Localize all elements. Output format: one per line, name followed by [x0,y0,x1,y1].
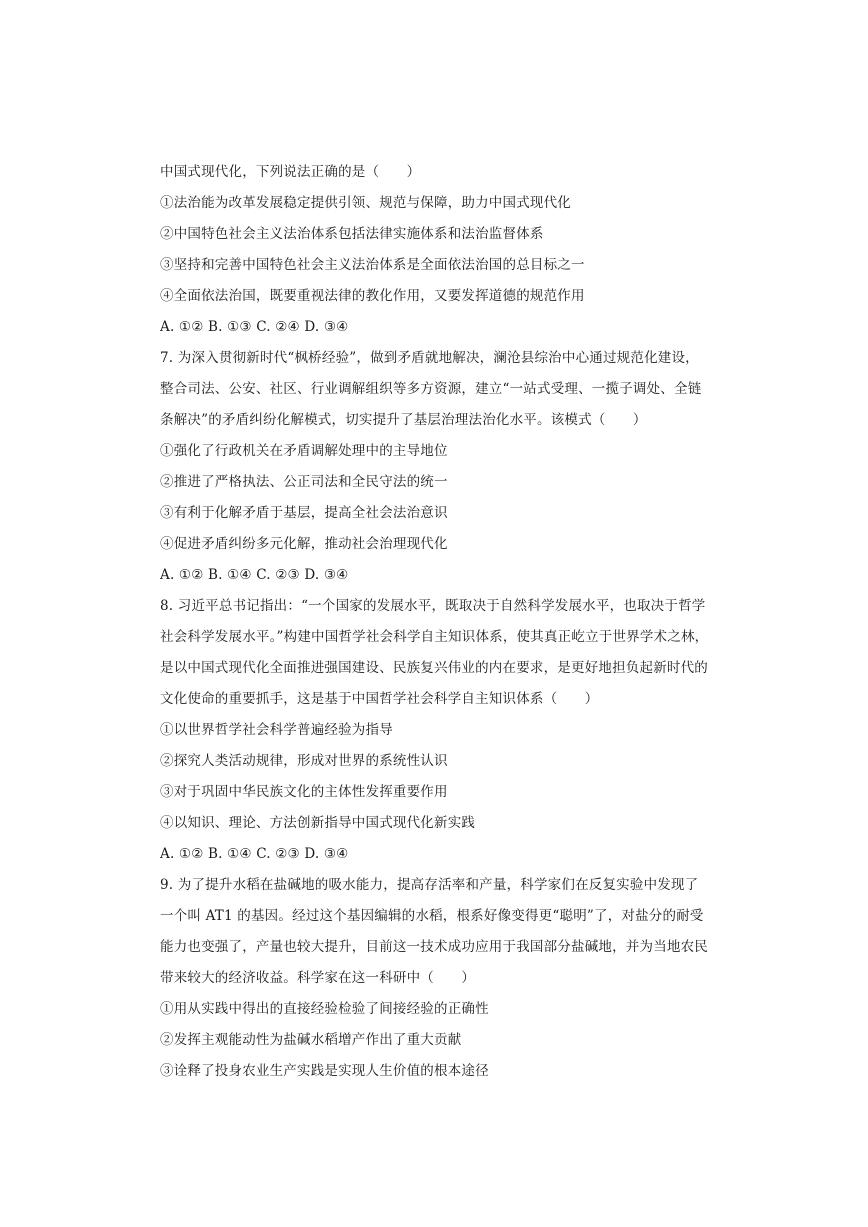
q6-option-2: ②中国特色社会主义法治体系包括法律实施体系和法治监督体系 [160,226,544,242]
q8-option-1: ①以世界哲学社会科学普遍经验为指导 [160,722,393,738]
q7-option-1: ①强化了行政机关在矛盾调解处理中的主导地位 [160,443,448,459]
q8-answers: A. ①② B. ①④ C. ②③ D. ③④ [160,846,349,862]
q7-stem-line: 7. 为深入贯彻新时代“枫桥经验”，做到矛盾就地解决，澜沧县综治中心通过规范化建设， [160,350,699,366]
q6-stem-end: 中国式现代化，下列说法正确的是（ ） [160,164,421,180]
q9-option-3: ③诠释了投身农业生产实践是实现人生价值的根本途径 [160,1063,489,1079]
q9-stem [160,870,716,994]
q7-stem [160,343,716,436]
q7-stem-line: 整合司法、公安、社区、行业调解组织等多方资源，建立“一站式受理、一揽子调处、全链 [160,381,702,397]
q8-option-4: ④以知识、理论、方法创新指导中国式现代化新实践 [160,815,476,831]
q8-option-3: ③对于巩固中华民族文化的主体性发挥重要作用 [160,784,448,800]
q7-option-4: ④促进矛盾纠纷多元化解，推动社会治理现代化 [160,536,448,552]
question-content [160,157,716,1087]
q9-stem-line: 能力也变强了，产量也较大提升，目前这一技术成功应用于我国部分盐碱地，并为当地农民 [160,939,708,955]
q8-option-2: ②探究人类活动规律，形成对世界的系统性认识 [160,753,448,769]
q6-answers: A. ①② B. ①③ C. ②④ D. ③④ [160,319,349,335]
q9-stem-line: 9. 为了提升水稻在盐碱地的吸水能力，提高存活率和产量，科学家们在反复实验中发现了 [160,877,699,893]
q6-option-3: ③坚持和完善中国特色社会主义法治体系是全面依法治国的总目标之一 [160,257,585,273]
q8-stem-line: 8. 习近平总书记指出：“一个国家的发展水平，既取决于自然科学发展水平，也取决于哲学 [160,598,706,614]
q7-answers: A. ①② B. ①④ C. ②③ D. ③④ [160,567,349,583]
q7-option-3: ③有利于化解矛盾于基层，提高全社会法治意识 [160,505,448,521]
q7-stem-line: 条解决”的矛盾纠纷化解模式，切实提升了基层治理法治化水平。该模式（ ） [160,412,647,428]
q9-option-1: ①用从实践中得出的直接经验检验了间接经验的正确性 [160,1001,489,1017]
q6-option-4: ④全面依法治国，既要重视法律的教化作用，又要发挥道德的规范作用 [160,288,585,304]
q8-stem-line: 社会科学发展水平。”构建中国哲学社会科学自主知识体系，使其真正屹立于世界学术之林， [160,629,709,645]
q9-option-2: ②发挥主观能动性为盐碱水稻增产作出了重大贡献 [160,1032,462,1048]
q8-stem-line: 文化使命的重要抓手，这是基于中国哲学社会科学自主知识体系（ ） [160,691,599,707]
q8-stem [160,591,716,715]
q8-stem-line: 是以中国式现代化全面推进强国建设、民族复兴伟业的内在要求，是更好地担负起新时代的 [160,660,708,676]
q9-stem-line: 一个叫 AT1 的基因。经过这个基因编辑的水稻，根系好像变得更“聪明”了，对盐分的耐受 [160,908,704,924]
q7-option-2: ②推进了严格执法、公正司法和全民守法的统一 [160,474,448,490]
q6-option-1: ①法治能为改革发展稳定提供引领、规范与保障，助力中国式现代化 [160,195,571,211]
q9-stem-line: 带来较大的经济收益。科学家在这一科研中（ ） [160,970,476,986]
